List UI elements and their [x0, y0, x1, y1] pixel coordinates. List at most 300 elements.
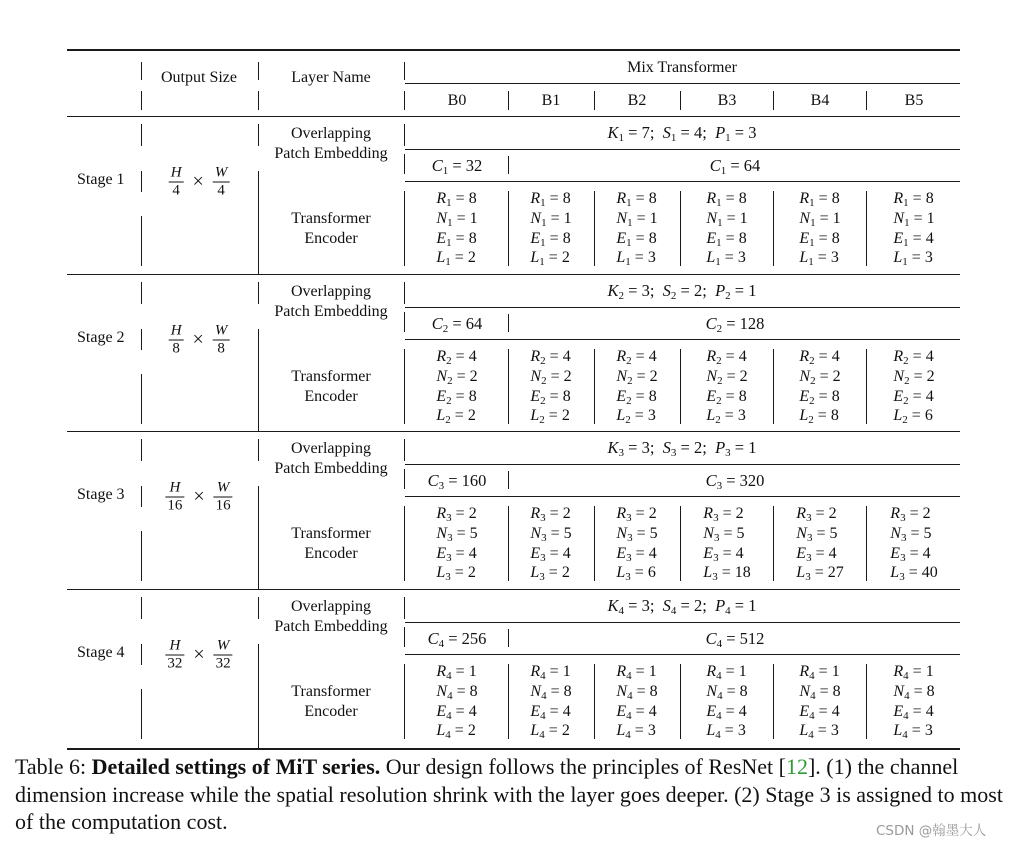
vertical-rule	[404, 312, 405, 332]
output-size-formula: $\frac{H}{16}$ × $\frac{W}{16}$	[167, 479, 231, 514]
vertical-rule	[258, 184, 259, 274]
vertical-rule	[404, 664, 405, 739]
vertical-rule	[258, 91, 259, 110]
encoder-params-b4	[796, 504, 843, 583]
param-n: $N_1 = 1$	[616, 209, 658, 229]
n-sub: 4	[447, 689, 453, 702]
r-value: 4	[738, 348, 747, 365]
n-sub: 1	[447, 216, 453, 229]
encoder-params-b4	[799, 347, 840, 426]
r-sub: 3	[446, 512, 452, 524]
vertical-rule	[404, 506, 405, 581]
horizontal-rule	[405, 496, 960, 497]
l-sub: 4	[715, 729, 721, 742]
param-l: $L_3 = 6$	[616, 564, 656, 584]
vertical-rule	[508, 629, 509, 647]
vertical-rule	[680, 91, 681, 110]
param-e: $E_2 = 8$	[706, 387, 747, 407]
r-value: 1	[831, 663, 840, 680]
output-divisor-h: 32	[167, 655, 183, 672]
e-sub: 1	[716, 236, 722, 249]
l-sub: 2	[539, 414, 545, 427]
e-sub: 1	[446, 236, 452, 249]
encoder-params-b5	[890, 504, 937, 583]
param-e: $E_1 = 8$	[799, 229, 840, 249]
param-l: $L_3 = 2$	[530, 564, 570, 584]
r-sub: 4	[716, 670, 722, 682]
e-sub: 4	[446, 709, 452, 722]
l-sub: 1	[445, 256, 451, 269]
n-sub: 4	[717, 689, 723, 702]
n-sub: 2	[447, 374, 453, 387]
vertical-rule	[594, 191, 595, 266]
vertical-rule	[508, 91, 509, 110]
layer-line-1: Overlapping	[291, 440, 371, 457]
c-value: 320	[739, 471, 765, 490]
n-sub: 4	[810, 689, 816, 702]
l-value: 2	[467, 249, 476, 267]
e-value: 8	[738, 229, 747, 247]
param-e: $E_2 = 4$	[893, 387, 934, 407]
param-r: $R_1 = 8$	[706, 190, 747, 209]
encoder-params-b0	[436, 347, 477, 426]
param-n: $N_4 = 8$	[616, 682, 658, 702]
l-value: 2	[561, 407, 570, 425]
vertical-rule	[404, 597, 405, 619]
n-sub: 1	[627, 216, 633, 229]
param-l: $L_1 = 3$	[799, 249, 839, 269]
l-value: 6	[647, 564, 656, 582]
layer-line-2: Encoder	[304, 230, 358, 247]
layer-line-2: Patch Embedding	[274, 145, 388, 162]
encoder-params-b4	[799, 662, 840, 741]
n-value: 5	[923, 524, 932, 542]
header-b5: B5	[904, 92, 924, 109]
encoder-params-b2	[616, 347, 657, 426]
layer-overlapping-patch-embedding	[274, 282, 387, 322]
output-size-formula: $\frac{H}{4}$ × $\frac{W}{4}$	[170, 164, 228, 199]
n-value: 8	[649, 682, 658, 700]
param-n: $N_2 = 2$	[706, 367, 748, 387]
param-e: $E_4 = 4$	[436, 702, 477, 722]
param-r: $R_2 = 4$	[530, 348, 571, 367]
caption-text-continued: ]. (1) the channel dimension increase while the spatial resolution shrink with the layer goes deeper. (2) Stage 3 is assigned to most of the computation cost.	[15, 754, 1003, 834]
param-r: $R_2 = 4$	[799, 348, 840, 367]
vertical-rule	[141, 597, 142, 619]
layer-transformer-encoder	[291, 682, 370, 722]
c-value: 512	[739, 629, 765, 648]
r-value: 4	[648, 348, 657, 365]
n-value: 8	[926, 682, 935, 700]
channel-b0: $C_3 = 160$	[427, 471, 487, 492]
l-value: 27	[827, 564, 844, 582]
layer-overlapping-patch-embedding	[274, 439, 387, 479]
l-sub: 4	[539, 729, 545, 742]
output-divisor-h: 16	[167, 497, 183, 514]
output-divisor-w: 8	[217, 340, 225, 357]
l-value: 3	[647, 722, 656, 740]
stage-name: Stage 3	[77, 486, 125, 503]
vertical-rule	[404, 439, 405, 461]
vertical-rule	[141, 171, 142, 192]
vertical-rule	[258, 597, 259, 619]
param-r: $R_4 = 1$	[530, 663, 571, 682]
horizontal-rule	[405, 149, 960, 150]
l-value: 3	[737, 249, 746, 267]
p-sub: 2	[725, 290, 731, 302]
r-sub: 4	[903, 670, 909, 682]
horizontal-rule	[67, 116, 960, 117]
layer-line-1: Overlapping	[291, 283, 371, 300]
vertical-rule	[680, 506, 681, 581]
k-sub: 4	[618, 605, 625, 617]
caption-title: Detailed settings of MiT series.	[91, 754, 381, 779]
header-layer-name: Layer Name	[291, 69, 371, 86]
stage-label	[77, 644, 125, 662]
r-value: 8	[648, 190, 657, 207]
vertical-rule	[141, 374, 142, 424]
r-sub: 3	[900, 512, 906, 524]
e-value: 4	[925, 387, 934, 405]
param-n: $N_3 = 5$	[530, 524, 572, 544]
vertical-rule	[508, 191, 509, 266]
e-value: 4	[468, 702, 477, 720]
n-value: 2	[832, 367, 841, 385]
vertical-rule	[141, 644, 142, 665]
encoder-params-b5	[893, 189, 934, 268]
l-sub: 3	[445, 571, 451, 584]
param-l: $L_4 = 3$	[893, 722, 933, 742]
param-l: $L_4 = 2$	[436, 722, 476, 742]
param-n: $N_3 = 5$	[436, 524, 478, 544]
vertical-rule	[773, 664, 774, 739]
vertical-rule	[141, 439, 142, 461]
channel-b0: $C_2 = 64$	[431, 314, 483, 335]
r-sub: 2	[716, 355, 722, 367]
e-value: 4	[925, 702, 934, 720]
l-value: 3	[737, 407, 746, 425]
l-value: 3	[830, 722, 839, 740]
n-value: 8	[469, 682, 478, 700]
layer-line-1: Overlapping	[291, 598, 371, 615]
table-caption	[15, 753, 1020, 836]
param-l: $L_1 = 2$	[436, 249, 476, 269]
param-e: $E_4 = 4$	[706, 702, 747, 722]
patch-embedding-params: $K_3 = 3$; $S_3 = 2$; $P_3 = 1$	[607, 438, 757, 459]
param-r: $R_2 = 4$	[706, 348, 747, 367]
layer-line-2: Patch Embedding	[274, 303, 388, 320]
r-value: 1	[562, 663, 571, 680]
param-e: $E_3 = 4$	[530, 544, 571, 564]
k-value: 3	[641, 438, 650, 457]
param-n: $N_3 = 5$	[890, 524, 932, 544]
n-value: 2	[926, 367, 935, 385]
e-value: 4	[648, 544, 657, 562]
vertical-rule	[141, 531, 142, 581]
r-value: 1	[738, 663, 747, 680]
e-sub: 3	[446, 551, 452, 564]
vertical-rule	[866, 506, 867, 581]
e-sub: 2	[809, 394, 815, 407]
output-divisor-w: 32	[215, 655, 231, 672]
header-output-size: Output Size	[161, 69, 237, 86]
param-e: $E_4 = 4$	[799, 702, 840, 722]
vertical-rule	[680, 349, 681, 424]
output-divisor-w: 16	[215, 497, 231, 514]
param-e: $E_4 = 4$	[530, 702, 571, 722]
n-value: 1	[739, 209, 748, 227]
horizontal-rule	[405, 339, 960, 340]
l-sub: 1	[808, 256, 814, 269]
n-value: 5	[649, 524, 658, 542]
vertical-rule	[258, 439, 259, 461]
vertical-rule	[404, 62, 405, 80]
r-sub: 1	[903, 197, 909, 209]
vertical-rule	[866, 191, 867, 266]
vertical-rule	[594, 349, 595, 424]
encoder-params-b4	[799, 189, 840, 268]
encoder-params-b2	[616, 504, 657, 583]
vertical-rule	[680, 191, 681, 266]
param-n: $N_4 = 8$	[799, 682, 841, 702]
s-value: 4	[693, 123, 703, 142]
r-value: 2	[648, 505, 657, 522]
c-value: 64	[743, 156, 761, 175]
n-sub: 3	[806, 531, 813, 544]
channel-b1-b5: $C_3 = 320$	[705, 471, 765, 492]
encoder-params-b1	[530, 504, 571, 583]
channel-b0: $C_4 = 256$	[427, 629, 487, 650]
l-sub: 3	[625, 571, 631, 584]
stage-label	[77, 486, 125, 504]
l-sub: 1	[625, 256, 631, 269]
encoder-params-b2	[616, 662, 657, 741]
param-r: $R_1 = 8$	[893, 190, 934, 209]
param-n: $N_4 = 8$	[530, 682, 572, 702]
param-n: $N_2 = 2$	[893, 367, 935, 387]
vertical-rule	[258, 282, 259, 304]
caption-label: Table 6:	[15, 754, 92, 779]
channel-b0: $C_1 = 32$	[431, 156, 483, 177]
l-sub: 4	[625, 729, 631, 742]
l-sub: 3	[712, 571, 718, 584]
r-sub: 3	[713, 512, 719, 524]
vertical-rule	[141, 91, 142, 110]
channel-b1-b5: $C_2 = 128$	[705, 314, 765, 335]
encoder-params-b1	[530, 189, 571, 268]
param-n: $N_4 = 8$	[706, 682, 748, 702]
n-value: 5	[563, 524, 572, 542]
l-value: 2	[467, 407, 476, 425]
l-value: 2	[561, 249, 570, 267]
encoder-params-b0	[436, 504, 477, 583]
caption-citation-link[interactable]: 12	[785, 754, 808, 779]
vertical-rule	[866, 664, 867, 739]
r-sub: 4	[540, 670, 546, 682]
r-value: 8	[831, 190, 840, 207]
l-sub: 4	[445, 729, 451, 742]
n-value: 1	[563, 209, 572, 227]
l-sub: 4	[808, 729, 814, 742]
vertical-rule	[773, 91, 774, 110]
vertical-rule	[258, 62, 259, 80]
r-value: 2	[735, 505, 744, 522]
l-sub: 1	[715, 256, 721, 269]
r-value: 8	[925, 190, 934, 207]
param-r: $R_3 = 2$	[796, 505, 837, 524]
c-sub: 4	[716, 638, 723, 650]
p-value: 3	[748, 123, 757, 142]
n-sub: 2	[717, 374, 723, 387]
r-sub: 3	[806, 512, 812, 524]
r-value: 2	[468, 505, 477, 522]
n-value: 5	[469, 524, 478, 542]
param-e: $E_3 = 4$	[616, 544, 657, 564]
r-sub: 2	[540, 355, 546, 367]
c-sub: 3	[438, 480, 445, 492]
param-e: $E_1 = 4$	[893, 229, 934, 249]
p-sub: 1	[725, 132, 731, 144]
output-divisor-h: 4	[172, 182, 180, 199]
n-sub: 4	[627, 689, 633, 702]
param-n: $N_1 = 1$	[706, 209, 748, 229]
r-sub: 4	[809, 670, 815, 682]
r-sub: 4	[446, 670, 452, 682]
l-value: 3	[924, 249, 933, 267]
stage-name: Stage 1	[77, 171, 125, 188]
e-sub: 1	[626, 236, 632, 249]
encoder-params-b0	[436, 189, 477, 268]
vertical-rule	[141, 329, 142, 350]
horizontal-rule	[405, 654, 960, 655]
r-sub: 3	[626, 512, 632, 524]
e-sub: 3	[540, 551, 546, 564]
param-n: $N_2 = 2$	[616, 367, 658, 387]
horizontal-rule	[67, 274, 960, 275]
r-value: 1	[648, 663, 657, 680]
l-sub: 3	[539, 571, 545, 584]
param-e: $E_1 = 8$	[530, 229, 571, 249]
param-r: $R_3 = 2$	[890, 505, 931, 524]
r-sub: 1	[540, 197, 546, 209]
horizontal-rule	[405, 464, 960, 465]
l-sub: 1	[539, 256, 545, 269]
r-value: 4	[468, 348, 477, 365]
param-r: $R_3 = 2$	[530, 505, 571, 524]
s-value: 2	[693, 596, 703, 615]
k-value: 7	[641, 123, 650, 142]
r-value: 4	[562, 348, 571, 365]
param-r: $R_4 = 1$	[616, 663, 657, 682]
caption-text: Our design follows the principles of ResNet [	[380, 754, 786, 779]
e-sub: 3	[713, 551, 719, 564]
watermark: CSDN @翰墨大人	[876, 823, 987, 839]
l-value: 18	[734, 564, 751, 582]
param-n: $N_3 = 5$	[616, 524, 658, 544]
param-l: $L_2 = 3$	[706, 407, 746, 427]
e-value: 8	[831, 229, 840, 247]
s-sub: 1	[670, 132, 677, 144]
layer-line-2: Patch Embedding	[274, 618, 388, 635]
n-value: 8	[832, 682, 841, 700]
param-n: $N_3 = 5$	[796, 524, 838, 544]
vertical-rule	[258, 124, 259, 146]
e-value: 4	[738, 702, 747, 720]
c-value: 256	[461, 629, 487, 648]
param-l: $L_4 = 3$	[799, 722, 839, 742]
n-value: 8	[739, 682, 748, 700]
n-sub: 3	[627, 531, 633, 544]
header-b0: B0	[447, 92, 467, 109]
patch-embedding-params: $K_4 = 3$; $S_4 = 2$; $P_4 = 1$	[607, 596, 757, 617]
e-value: 8	[562, 387, 571, 405]
c-value: 128	[739, 314, 765, 333]
horizontal-rule	[67, 49, 960, 51]
n-value: 5	[736, 524, 745, 542]
r-value: 8	[562, 190, 571, 207]
e-value: 4	[922, 544, 931, 562]
layer-line-2: Patch Embedding	[274, 460, 388, 477]
r-value: 8	[738, 190, 747, 207]
encoder-params-b3	[706, 347, 747, 426]
vertical-rule	[680, 664, 681, 739]
layer-line-1: Transformer	[291, 210, 371, 227]
e-value: 4	[562, 544, 571, 562]
header-mix-transformer: Mix Transformer	[627, 59, 737, 76]
n-sub: 3	[541, 531, 547, 544]
n-sub: 4	[541, 689, 547, 702]
encoder-params-b3	[706, 189, 747, 268]
layer-line-2: Encoder	[304, 703, 358, 720]
vertical-rule	[141, 62, 142, 80]
param-n: $N_4 = 8$	[436, 682, 478, 702]
e-value: 4	[735, 544, 744, 562]
param-e: $E_3 = 4$	[796, 544, 837, 564]
vertical-rule	[773, 191, 774, 266]
param-n: $N_2 = 2$	[530, 367, 572, 387]
e-value: 4	[648, 702, 657, 720]
vertical-rule	[258, 499, 259, 589]
horizontal-rule	[405, 622, 960, 623]
param-l: $L_2 = 6$	[893, 407, 933, 427]
vertical-rule	[141, 216, 142, 266]
layer-overlapping-patch-embedding	[274, 124, 387, 164]
header-b4: B4	[810, 92, 830, 109]
horizontal-rule	[405, 307, 960, 308]
l-sub: 2	[625, 414, 631, 427]
r-value: 2	[562, 505, 571, 522]
l-value: 2	[561, 564, 570, 582]
encoder-params-b3	[706, 662, 747, 741]
e-sub: 4	[626, 709, 632, 722]
e-sub: 4	[716, 709, 722, 722]
param-l: $L_1 = 2$	[530, 249, 570, 269]
c-value: 32	[465, 156, 483, 175]
param-n: $N_4 = 8$	[893, 682, 935, 702]
param-l: $L_1 = 3$	[616, 249, 656, 269]
e-sub: 1	[903, 236, 909, 249]
vertical-rule	[404, 469, 405, 489]
k-sub: 2	[618, 290, 625, 302]
output-size-formula: $\frac{H}{32}$ × $\frac{W}{32}$	[167, 637, 231, 672]
l-value: 8	[830, 407, 839, 425]
vertical-rule	[594, 506, 595, 581]
encoder-params-b3	[703, 504, 750, 583]
c-sub: 4	[438, 638, 445, 650]
param-l: $L_1 = 3$	[893, 249, 933, 269]
r-sub: 2	[446, 355, 452, 367]
r-value: 4	[831, 348, 840, 365]
